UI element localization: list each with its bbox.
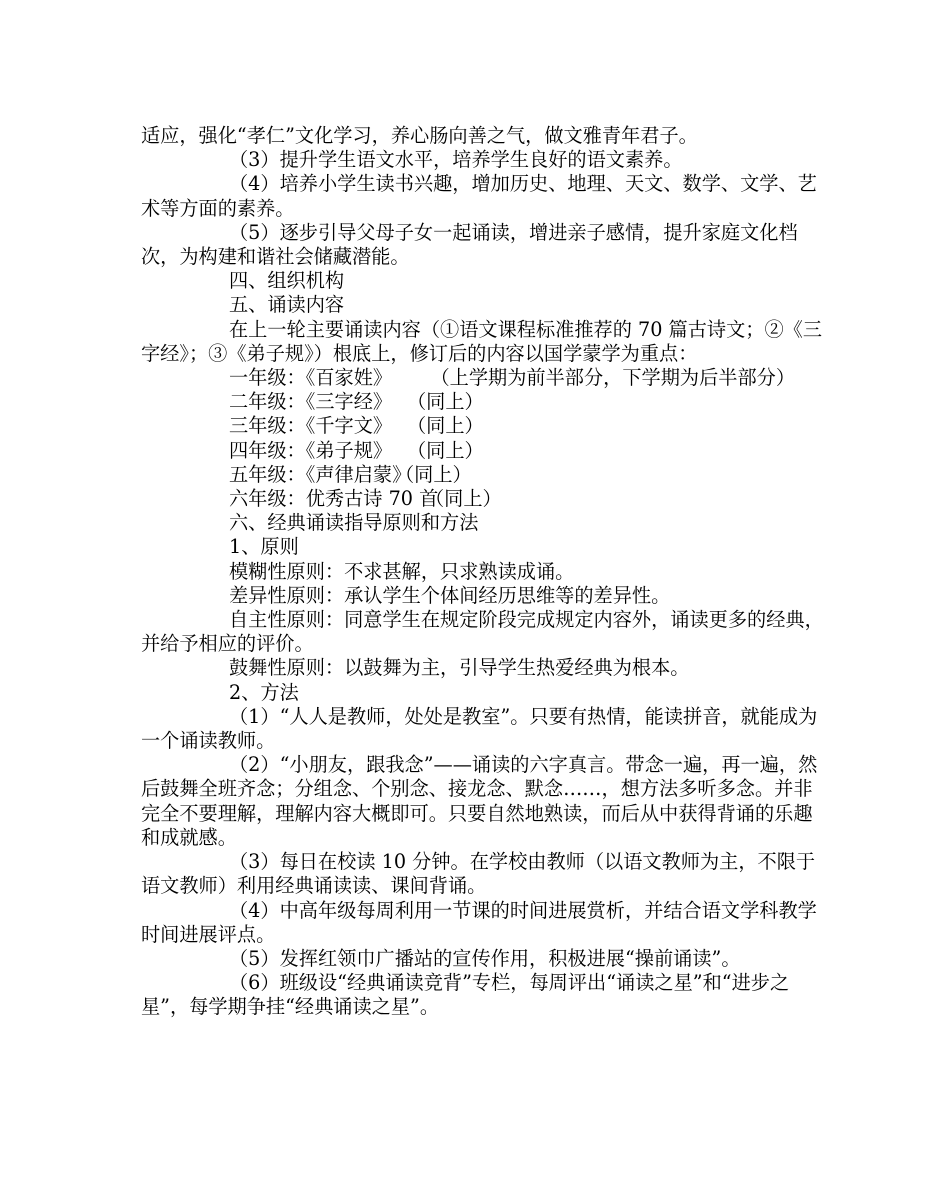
grade-label: 六年级：优秀古诗 70 首 bbox=[229, 487, 439, 511]
grade-note: （同上） bbox=[407, 438, 484, 462]
grade-note: （同上） bbox=[425, 487, 502, 511]
heading-methods: 2、方法 bbox=[229, 680, 299, 704]
grade-label: 二年级：《三字经》 bbox=[229, 390, 393, 414]
paragraph-content-intro: 在上一轮主要诵读内容（①语文课程标准推荐的 70 篇古诗文；②《三字经》；③《弟子规》）根底上，修订后的内容以国学蒙学为重点： bbox=[141, 317, 823, 365]
grade-note: （同上） bbox=[407, 414, 484, 438]
paragraph-intro-continuation: 适应，强化“孝仁”文化学习，养心肠向善之气，做文雅青年君子。 bbox=[141, 124, 698, 147]
grade-row bbox=[141, 414, 831, 438]
method-4: （4）中高年级每周利用一节课的时间进展赏析，并结合语文学科教学时间进展评点。 bbox=[141, 898, 817, 946]
paragraph-grade-1: 一年级：《百家姓》 （上学期为前半部分，下学期为后半部分） bbox=[229, 366, 796, 390]
principle-encouragement: 鼓舞性原则：以鼓舞为主，引导学生热爱经典为根本。 bbox=[229, 656, 690, 680]
method-5: （5）发挥红领巾广播站的宣传作用，积极进展“操前诵读”。 bbox=[229, 946, 741, 970]
principle-fuzzy: 模糊性原则：不求甚解，只求熟读成诵。 bbox=[229, 559, 575, 583]
principle-difference: 差异性原则：承认学生个体间经历思维等的差异性。 bbox=[229, 583, 671, 607]
heading-guidance: 六、经典诵读指导原则和方法 bbox=[229, 511, 479, 535]
grade-note: （同上） bbox=[395, 462, 472, 486]
grade-row bbox=[141, 439, 831, 463]
grade-label: 五年级：《声律启蒙》 bbox=[229, 462, 412, 486]
grade-label: 三年级：《千字文》 bbox=[229, 414, 393, 438]
method-6: （6）班级设“经典诵读竞背”专栏，每周评出“诵读之星”和“进步之星”，每学期争挂“经典诵读之星”。 bbox=[141, 971, 790, 1019]
paragraph-goal-5: （5）逐步引导父母子女一起诵读，增进亲子感情，提升家庭文化档次，为构建和谐社会储藏潜能。 bbox=[141, 220, 798, 269]
method-1: （1）“人人是教师，处处是教室”。只要有热情，能读拼音，就能成为一个诵读教师。 bbox=[141, 704, 818, 753]
grade-row bbox=[141, 487, 831, 511]
document-body bbox=[141, 124, 831, 1020]
grade-note: （同上） bbox=[407, 390, 484, 414]
principle-autonomy: 自主性原则：同意学生在规定阶段完成规定内容外，诵读更多的经典，并给予相应的评价。 bbox=[141, 608, 824, 656]
method-2: （2）“小朋友，跟我念”——诵读的六字真言。带念一遍，再一遍，然后鼓舞全班齐念；分组念、个别念、接龙念、默念……，想方法多听多念。并非完全不要理解，理解内容大概即可。只要自然地熟读，而后从中获得背诵的乐趣和成就感。 bbox=[141, 753, 818, 849]
heading-organization: 四、组织机构 bbox=[229, 269, 345, 293]
grade-row bbox=[141, 390, 831, 414]
method-3: （3）每日在校读 10 分钟。在学校由教师（以语文教师为主，不限于语文教师）利用经典诵读读、课间背诵。 bbox=[141, 850, 816, 898]
heading-content: 五、诵读内容 bbox=[229, 293, 345, 317]
paragraph-goal-4: （4）培养小学生读书兴趣，增加历史、地理、天文、数学、文学、艺术等方面的素养。 bbox=[141, 172, 817, 220]
grade-row bbox=[141, 463, 831, 487]
paragraph-goal-3: （3）提升学生语文水平，培养学生良好的语文素养。 bbox=[229, 148, 683, 172]
grade-label: 四年级：《弟子规》 bbox=[229, 438, 393, 462]
heading-principles: 1、原则 bbox=[229, 535, 299, 559]
